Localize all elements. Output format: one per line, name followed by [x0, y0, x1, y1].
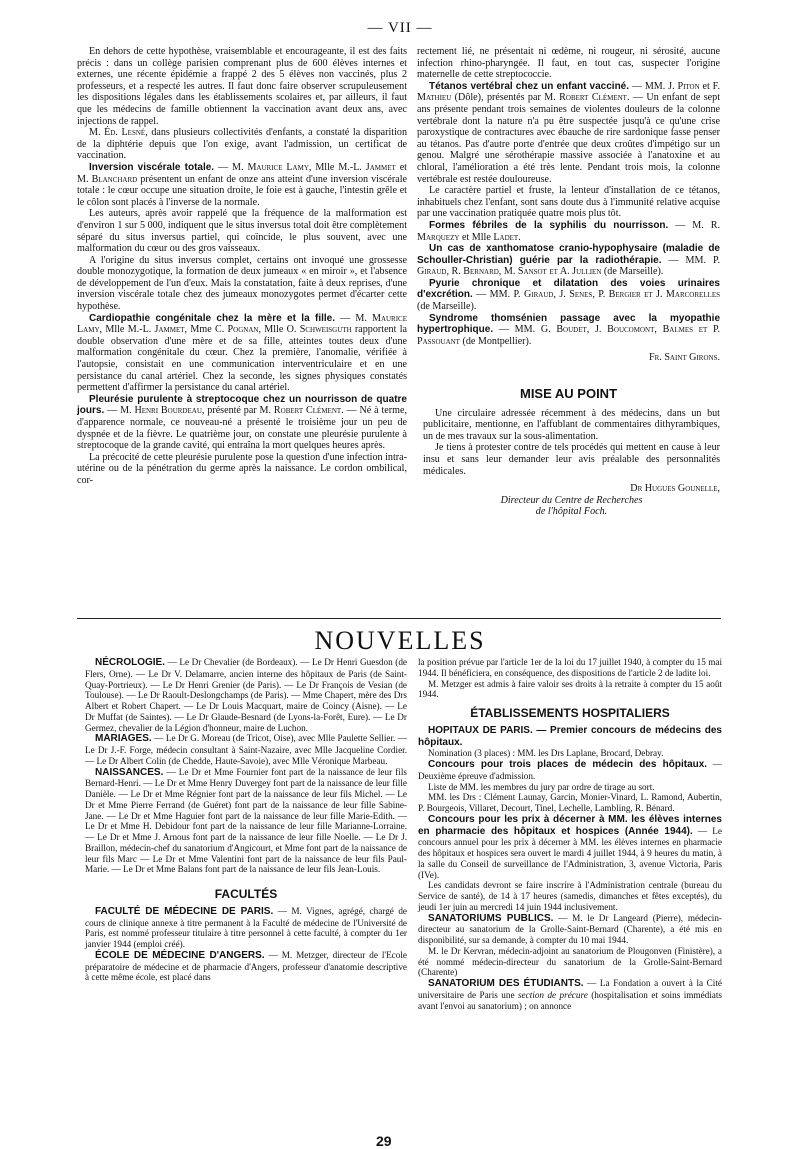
report-entry: Syndrome thomsénien passage avec la myopathie hypertrophique. — MM. G. Boudet, J. Boucomont, Balmes et P. Passouant (de Montpellier).: [417, 312, 721, 347]
right-column: [417, 46, 720, 518]
paragraph: En dehors de cette hypothèse, vraisemblable et encourageante, il est des faits précis : dans un collège parisien comprenant plus de 600 élèves internes et externes, une récente épidémie a frappé 2 des 5 élèves non vaccinés, plus 2 professeurs, et a respecté les autres. Il faut donc faire observer scrupuleusement les dispositions légales dans les établissements scolaires et, par ailleurs, il faut que les médecins de famille obtiennent la vaccination avant deux ans, avec injections de rappel.: [77, 46, 407, 127]
section-signature: Fr. Saint Girons.: [648, 352, 720, 364]
letter-signer: Dr Hugues Gounelle,: [630, 483, 720, 495]
paragraph: Le caractère partiel et fruste, la lenteur d'installation de ce tétanos, inhabituels chez l'enfant, sont sans doute dus à l'immunité relative acquise par une vaccination pratiquée quatre mois plus tôt.: [417, 185, 720, 220]
etablissements-heading: ÉTABLISSEMENTS HOSPITALIERS: [470, 706, 670, 720]
paragraph: M. Éd. Lesné, dans plusieurs collectivités d'enfants, a constaté la disparition de la diphtérie depuis que l'on exige, avant l'admission, un certificat de vaccination.: [77, 127, 407, 162]
mise-au-point-title: MISE AU POINT: [519, 386, 618, 402]
report-entry: Tétanos vertébral chez un enfant vacciné. — MM. J. Piton et F. Mathieu (Dôle), présentés par M. Robert Clément. — Un enfant de sept ans présente pendant trois semaines de violentes douleurs de la colonne vertébrale dont la nature n'a pu être suspectée jusqu'à ce qu'une crise paroxystique de contractures avec ébauche de rire sardonique fasse penser au tétanos. Pas d'autre porte d'entrée que deux croûtes d'impétigo sur un genou. Malgré une sérothérapie massive associée à l'anatoxine et au chloral, l'amélioration a été très lente. Pendant trois mois, la colonne vertébrale est restée douloureuse.: [417, 80, 720, 185]
report-heading: Pyurie chronique et dilatation des voies urinaires d'excrétion.: [417, 277, 720, 301]
news-entry: Concours pour trois places de médecin des hôpitaux. — Deuxième épreuve d'admission.: [418, 759, 722, 781]
signer-title: de l'hôpital Foch.: [535, 506, 608, 518]
report-entry: Inversion viscérale totale. — M. Maurice Lamy, Mlle M.-L. Jammet et M. Blanchard présentent un enfant de onze ans atteint d'une inversion viscérale totale : le cœur occupe une situation droite, le foie est à gauche, l'intestin grêle et le côlon sont placés à l'inverse de la normale.: [77, 161, 407, 208]
section-divider: [77, 618, 721, 619]
paragraph: rectement lié, ne présentait ni œdème, ni rougeur, ni sérosité, aucune infection rhino-pharyngée. Il faut, en tout cas, suspecter l'origine maternelle de cette streptococcie.: [417, 46, 720, 81]
news-right-column: [418, 657, 722, 1011]
paragraph: La précocité de cette pleurésie purulente pose la question d'une infection intra-utérine ou de la pénétration du germe après la naissance. Le cordon ombilical, cor-: [77, 451, 407, 486]
news-entry: SANATORIUM DES ÉTUDIANTS. — La Fondation a ouvert à la Cité universitaire de Paris une section de précure (hospitalisation et soins immédiats avant l'envoi au sanatorium) ; on annonce: [418, 978, 722, 1011]
news-entry: MARIAGES. — Le Dr G. Moreau (de Tricot, Oise), avec Mlle Paulette Sellier. — Le Dr J.-F. Forge, médecin consultant à Saint-Nazaire, avec Mlle Jacqueline Cordier. — Le Dr Albert Colin (de Chedde, Haute-Savoie), avec Mlle Véronique Marbeau.: [85, 733, 407, 766]
facultes-heading: FACULTÉS: [214, 887, 278, 901]
news-entry: SANATORIUMS PUBLICS. — M. le Dr Langeard (Pierre), médecin-directeur au sanatorium de la Grolle-Saint-Bernard (Charente), a été mis en disponibilité, sur sa demande, à compter du 10 mai 1944.: [418, 912, 722, 945]
report-entry: Un cas de xanthomatose cranio-hypophysaire (maladie de Schouller-Christian) guérie par la radiothérapie. — MM. P. Giraud, R. Bernard, M. Sansot et A. Jullien (de Marseille).: [417, 243, 721, 278]
paragraph: Les auteurs, après avoir rappelé que la fréquence de la malformation est d'environ 1 sur 5 000, indiquent que le situs inversus total doit être complètement séparé du situs inversus partiel, qui coïncide, le plus souvent, avec une malformation du cœur ou des gros vaisseaux.: [77, 208, 407, 255]
report-entry: Pleurésie purulente à streptocoque chez un nourrisson de quatre jours. — M. Henri Bourdeau, présenté par M. Robert Clément. — Né à terme, d'apparence normale, ce nouveau-né a présenté le troisième jour un peu de dyspnée et de la fièvre. Le quatrième jour, on constate une pleurésie purulente à streptocoque de la grande cavité, qui entraîna la mort quelques heures après.: [77, 393, 407, 452]
report-entry: Pyurie chronique et dilatation des voies urinaires d'excrétion. — MM. P. Giraud, J. Senes, P. Bergier et J. Marcorelles (de Marseille).: [417, 277, 721, 313]
news-left-column: [85, 657, 407, 983]
news-entry: ÉCOLE DE MÉDECINE D'ANGERS. — M. Metzger, directeur de l'Ecole préparatoire de médecine et de pharmacie d'Angers, professeur d'anatomie descriptive à cette même école, est placé dans: [85, 949, 407, 983]
news-entry: M. le Dr Kervran, médecin-adjoint au sanatorium de Plougonven (Finistère), a été nommé médecin-directeur du sanatorium de la Grolle-Saint-Bernard (Charente): [418, 945, 722, 978]
news-entry: NÉCROLOGIE. — Le Dr Chevalier (de Bordeaux). — Le Dr Henri Guesdon (de Flers, Orne). — Le Dr V. Delamarre, ancien interne des hôpitaux de Paris (de Saint-Quay-Portrieux). — Le Dr Henri Grenier (de Paris). — Le Dr François de Vesian (de Toulouse). — Le Dr Raoult-Deslongchamps (de Paris). — Mme Chapert, mère des Drs Albert et Robert Chapert. — Le Dr Louis Macquart, maire de Coincy (Aisne). — Le Dr Muffat (de Saintes). — Le Dr Glaude-Besnard (de Lyons-la-Forêt, Eure). — Le Dr Germez, chevalier de la Légion d'honneur, maire de Luchon.: [85, 657, 407, 733]
report-heading: Syndrome thomsénien passage avec la myopathie hypertrophique.: [417, 312, 720, 336]
report-heading: Cardiopathie congénitale chez la mère et la fille.: [89, 312, 336, 324]
left-column: [77, 46, 407, 487]
news-entry: NAISSANCES. — Le Dr et Mme Fournier font part de la naissance de leur fils Bernard-Henri. — Le Dr et Mme Henry Duvergey font part de la naissance de leur fille Danièle. — Le Dr et Mme Régnier font part de la naissance de leur fils Michel. — Le Dr et Mme Pierre Ferrand (de Guéret) font part de la naissance de leur fille Sabine-Jane. — Le Dr et Mme Haguier font part de la naissance de leur fille Marie-Edith. — Le Dr et Mme H. Debidour font part de la naissance de leur fille Marianne-Lorraine. — Le Dr et Mme J. Arnous font part de la naissance de leur fille Noelle. — Le Dr J. Braillon, médecin-chef du sanatorium d'Angicourt, et Mme font part de la naissance de leur fils Marc — Le Dr et Mme Valentini font part de la naissance de leur fils Paul-Marie. — Le Dr et Mme Balans font part de la naissance de leur fils Jean-Louis.: [85, 766, 407, 875]
news-entry: M. Metzger est admis à faire valoir ses droits à la retraite à compter du 15 août 1944.: [418, 678, 722, 700]
report-heading: Tétanos vertébral chez un enfant vacciné.: [429, 80, 630, 92]
news-entry: MM. les Drs : Clément Launay, Garcin, Monier-Vinard, L. Ramond, Aubertin, P. Bourgeois, Villaret, Decourt, Tinel, Lechelle, Lambling, R. Bénard.: [418, 792, 722, 813]
news-entry: Concours pour les prix à décerner à MM. les élèves internes en pharmacie des hôpitaux et hospices (Année 1944). — Le concours annuel pour les prix à décerner à MM. les élèves internes en pharmacie des hôpitaux et hospices sera ouvert le mardi 4 juillet 1944, à 9 heures du matin, à la salle du Conseil de surveillance de l'Administration, 3, avenue Victoria, Paris (IVe).: [418, 813, 722, 880]
news-entry: HOPITAUX DE PARIS. — Premier concours de médecins des hôpitaux.: [418, 724, 722, 748]
report-heading: Inversion viscérale totale.: [89, 161, 215, 173]
news-entry: la position prévue par l'article 1er de la loi du 17 juillet 1940, à compter du 15 mai 1944. Il bénéficiera, en conséquence, des dispositions de l'article 2 de ladite loi.: [418, 657, 722, 678]
report-heading: Formes fébriles de la syphilis du nourrisson.: [429, 219, 669, 231]
page-header-numeral: — VII —: [367, 20, 433, 36]
report-heading: Un cas de xanthomatose cranio-hypophysaire (maladie de Schouller-Christian) guérie par la radiothérapie.: [417, 243, 720, 266]
paragraph: Une circulaire adressée récemment à des médecins, dans un but publicitaire, mentionne, en l'affublant de commentaires dithyrambiques, un de mes travaux sur la sous-alimentation.: [423, 407, 720, 442]
news-entry: Les candidats devront se faire inscrire à l'Administration centrale (bureau du Service de santé), de 14 à 17 heures (samedis, dimanches et fêtes exceptés), du jeudi 1er juin au mercredi 14 juin 1944 inclusivement.: [418, 880, 722, 912]
paragraph: Je tiens à protester contre de tels procédés qui mettent en cause à leur insu et sans leur demander leur avis préalable des personnalités médicales.: [423, 442, 720, 477]
page-folio: 29: [376, 1133, 392, 1149]
report-heading: Pleurésie purulente à streptocoque chez un nourrisson de quatre jours.: [77, 393, 407, 417]
news-entry: Nomination (3 places) : MM. les Drs Laplane, Brocard, Debray.: [428, 748, 664, 759]
report-entry: Formes fébriles de la syphilis du nourrisson. — M. R. Marquezy et Mlle Ladet.: [417, 219, 720, 243]
signer-title: Directeur du Centre de Recherches: [500, 494, 643, 506]
news-entry: Liste de MM. les membres du jury par ordre de tirage au sort.: [428, 781, 655, 792]
report-entry: Cardiopathie congénitale chez la mère et la fille. — M. Maurice Lamy, Mlle M.-L. Jammet, Mme C. Pognan, Mlle O. Schweisguth rapportent la double observation d'une mère et de sa fille, atteintes toutes deux d'une malformation congénitale du cœur. Chez la première, l'anomalie, vérifiée à l'autopsie, consistait en une communication interventriculaire et en une persistance du canal artériel. Chez la seconde, les signes physiques constatés permettent d'affirmer la persistance du canal artériel.: [77, 312, 407, 394]
nouvelles-heading: NOUVELLES: [314, 626, 486, 655]
news-entry: FACULTÉ DE MÉDECINE DE PARIS. — M. Vignes, agrégé, chargé de cours de clinique annexe à titre permanent à la Faculté de médecine de l'Université de Paris, est nommé professeur titulaire à titre personnel à cette faculté, à compter du 1er janvier 1944 (emploi créé).: [85, 905, 407, 949]
mise-au-point-body: [423, 408, 720, 518]
paragraph: A l'origine du situs inversus complet, certains ont invoqué une grossesse double monozygotique, la formation de deux jumeaux « en miroir », et l'absence de développement de l'un d'eux. Mais la constatation, faite à deux reprises, d'une inversion viscérale totale chez des jumeaux monozygotes permet d'écarter cette hypothèse.: [77, 254, 407, 313]
